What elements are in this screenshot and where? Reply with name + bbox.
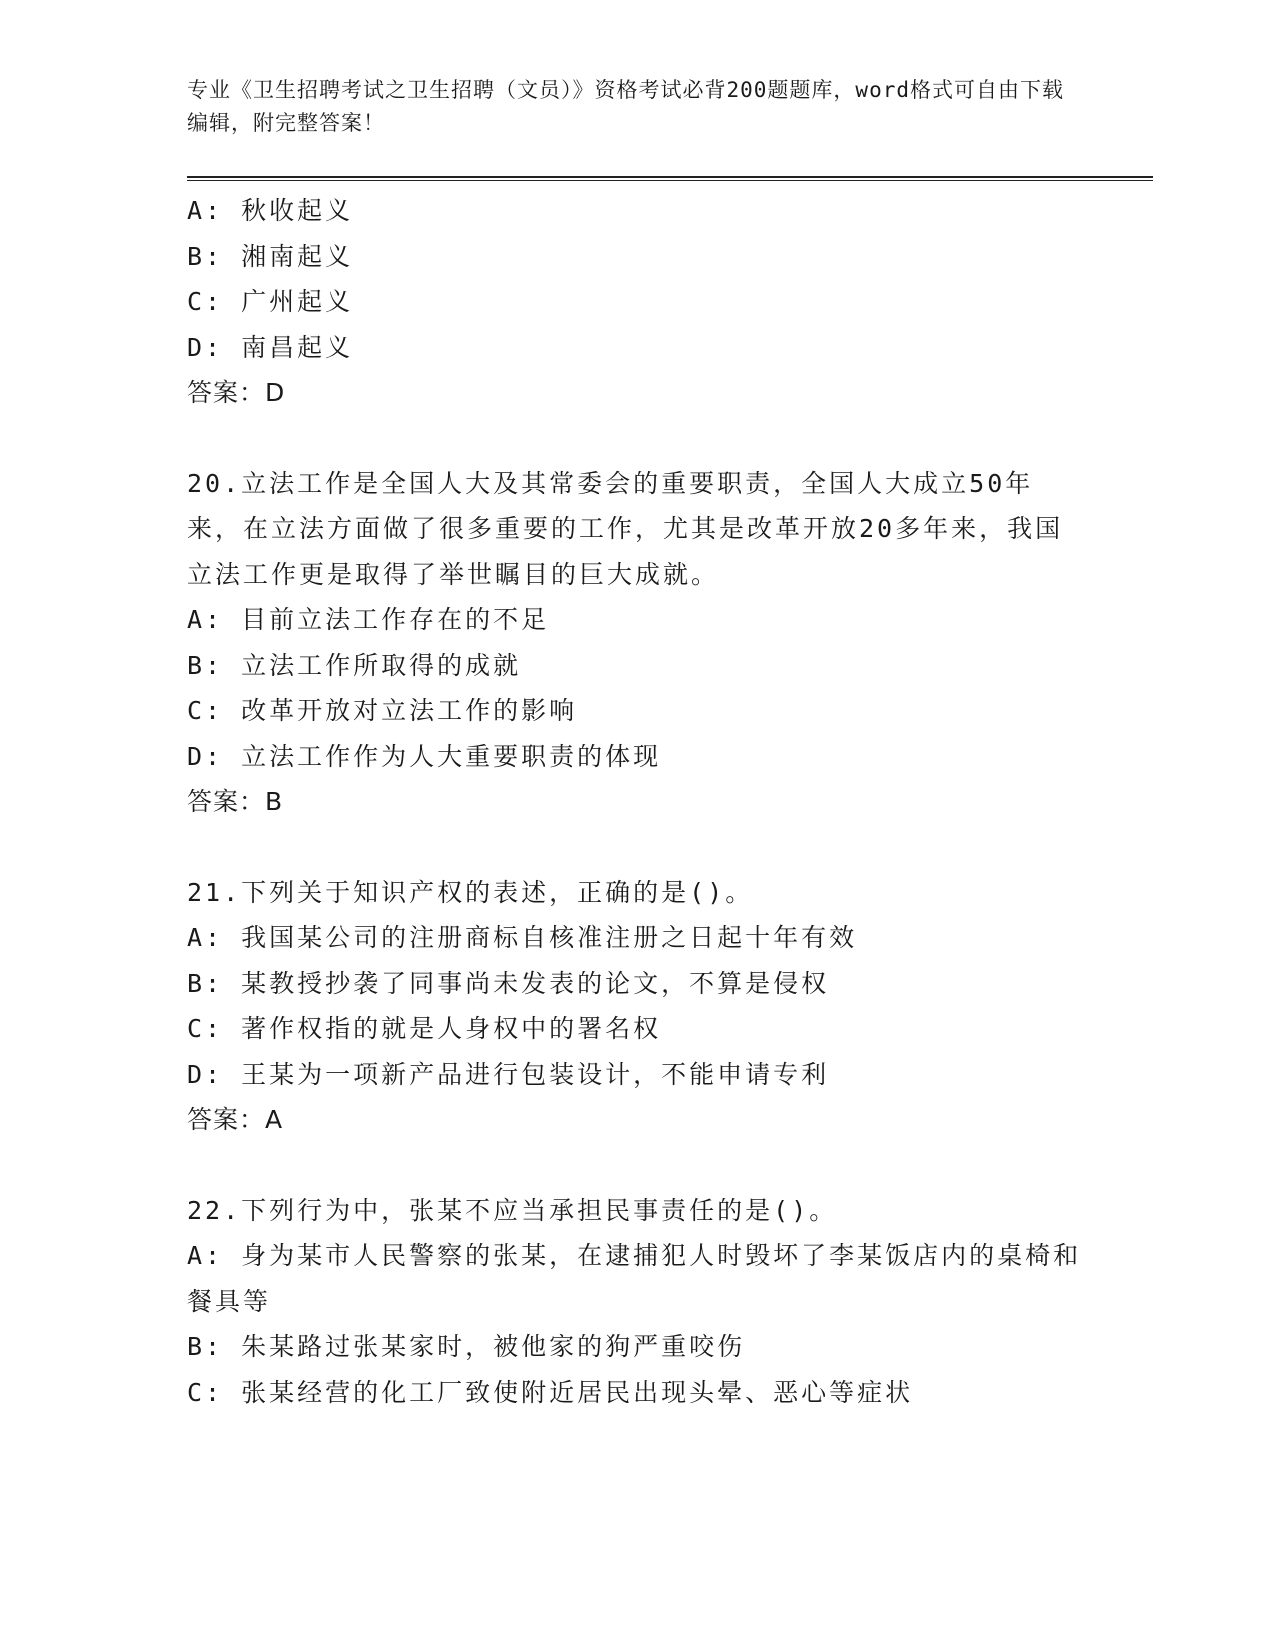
document-body <box>187 188 1087 1415</box>
option-b: B: 朱某路过张某家时，被他家的狗严重咬伤 <box>187 1332 746 1361</box>
option-a: A: 秋收起义 <box>187 196 354 225</box>
option-c: C: 改革开放对立法工作的影响 <box>187 696 578 725</box>
header-title: 专业《卫生招聘考试之卫生招聘（文员）》资格考试必背200题题库，word格式可自由下载编辑，附完整答案！ <box>187 78 1064 135</box>
option-d: D: 王某为一项新产品进行包装设计，不能申请专利 <box>187 1059 830 1089</box>
option-b: B: 湘南起义 <box>187 241 354 271</box>
question-text: 20.立法工作是全国人大及其常委会的重要职责，全国人大成立50年来，在立法方面做了很多重要的工作，尤其是改革开放20多年来，我国立法工作更是取得了举世瞩目的巨大成就。 <box>187 468 1064 589</box>
document-header <box>187 74 1077 140</box>
question-block <box>187 461 1087 825</box>
option-a: A: 目前立法工作存在的不足 <box>187 605 550 634</box>
answer-line: 答案：D <box>187 378 286 407</box>
question-text: 22.下列行为中，张某不应当承担民事责任的是()。 <box>187 1195 838 1225</box>
header-divider <box>187 176 1153 181</box>
option-c: C: 广州起义 <box>187 287 354 316</box>
option-a: A: 我国某公司的注册商标自核准注册之日起十年有效 <box>187 923 858 952</box>
option-c: C: 张某经营的化工厂致使附近居民出现头晕、恶心等症状 <box>187 1377 914 1407</box>
answer-line: 答案：A <box>187 1105 284 1134</box>
option-b: B: 立法工作所取得的成就 <box>187 650 522 680</box>
option-d: D: 立法工作作为人大重要职责的体现 <box>187 741 662 771</box>
answer-line: 答案：B <box>187 787 284 816</box>
question-block <box>187 188 1087 416</box>
option-d: D: 南昌起义 <box>187 332 354 362</box>
option-b: B: 某教授抄袭了同事尚未发表的论文，不算是侵权 <box>187 968 830 998</box>
option-a: A: 身为某市人民警察的张某，在逮捕犯人时毁坏了李某饭店内的桌椅和餐具等 <box>187 1241 1082 1316</box>
option-c: C: 著作权指的就是人身权中的署名权 <box>187 1014 662 1043</box>
question-text: 21.下列关于知识产权的表述，正确的是()。 <box>187 877 754 907</box>
question-block <box>187 1188 1087 1416</box>
question-block <box>187 870 1087 1143</box>
